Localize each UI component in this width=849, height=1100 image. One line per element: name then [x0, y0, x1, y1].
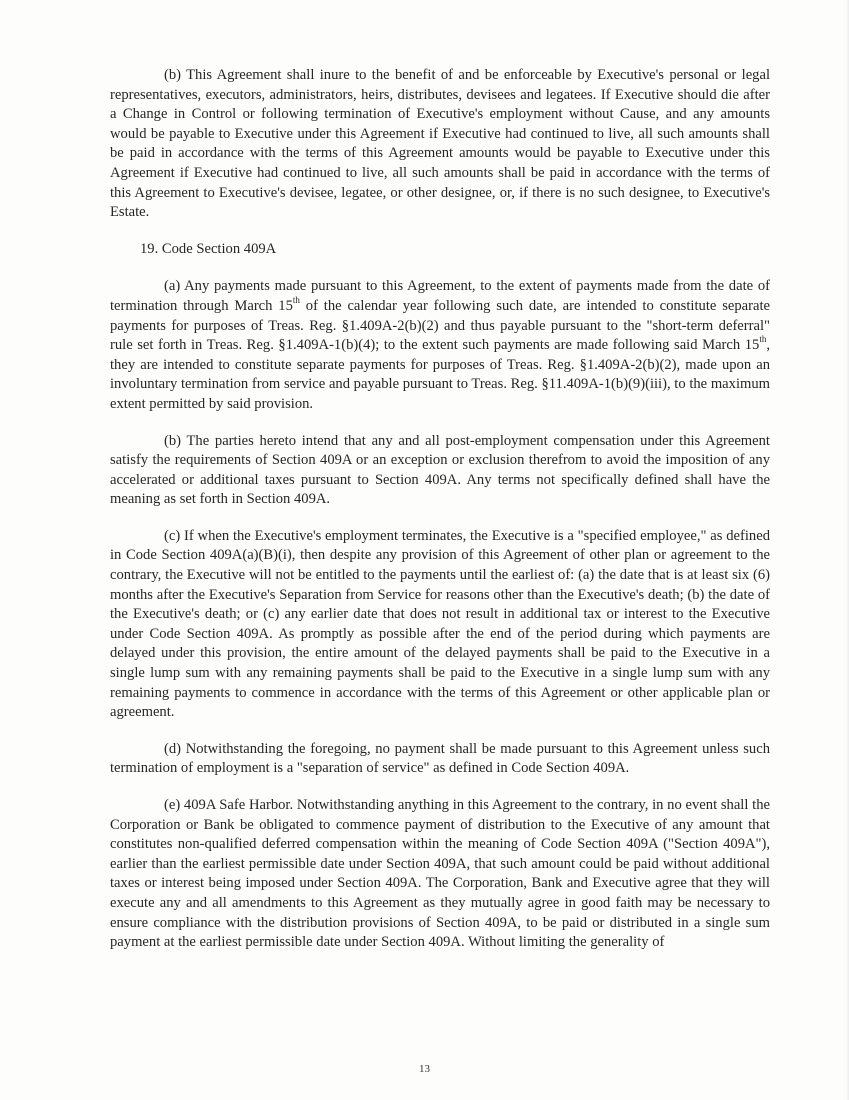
paragraph-19d: (d) Notwithstanding the foregoing, no payment shall be made pursuant to this Agreement unless such termination of employment is a "separation of service" as defined in Code Section 409A.	[110, 740, 770, 777]
paragraph-19a-text-3: , they are intended to constitute separate payments for purposes of Treas. Reg. §1.409A-2(b)(2), made upon an involuntary termination from service and payable pursuant to Treas. Reg. §11.409A-1(b)(9)(iii), to the maximum extent permitted by said provision.	[110, 337, 770, 412]
superscript-th-2: th	[759, 334, 767, 345]
superscript-th-1: th	[292, 295, 300, 306]
paragraph-19c: (c) If when the Executive's employment terminates, the Executive is a "specified employee," as defined in Code Section 409A(a)(B)(i), then despite any provision of this Agreement of other plan or agreement to the contrary, the Executive will not be entitled to the payments until the earliest of: (a) the date that is at least six (6) months after the Executive's Separation from Service for reasons other than the Executive's death; (b) the date of the Executive's death; or (c) any earlier date that does not result in additional tax or interest to the Executive under Code Section 409A. As promptly as possible after the end of the period during which payments are delayed under this provision, the entire amount of the delayed payments shall be paid to the Executive in a single lump sum with any remaining payments shall be paid to the Executive in a single lump sum with any remaining payments to commence in accordance with the terms of this Agreement or other applicable plan or agreement.	[110, 527, 770, 721]
paragraph-18b: (b) This Agreement shall inure to the benefit of and be enforceable by Executive's personal or legal representatives, executors, administrators, heirs, distributes, devisees and legatees. If Executive should die after a Change in Control or following termination of Executive's employment without Cause, and any amounts would be payable to Executive under this Agreement if Executive had continued to live, all such amounts shall be paid in accordance with the terms of this Agreement amounts would be payable to Executive under this Agreement if Executive had continued to live, all such amounts shall be paid in accordance with the terms of this Agreement to Executive's devisee, legatee, or other designee, or, if there is no such designee, to Executive's Estate.	[110, 67, 770, 221]
document-body	[110, 66, 770, 970]
paragraph-19e: (e) 409A Safe Harbor. Notwithstanding anything in this Agreement to the contrary, in no event shall the Corporation or Bank be obligated to commence payment of distribution to the Executive of any amount that constitutes non-qualified deferred compensation within the meaning of Code Section 409A ("Section 409A"), earlier than the earliest permissible date under Section 409A, that such amount could be paid without additional taxes or interest being imposed under Section 409A. The Corporation, Bank and Executive agree that they will execute any and all amendments to this Agreement as they mutually agree in good faith may be necessary to ensure compliance with the distribution provisions of Section 409A, to be paid or distributed in a single sum payment at the earliest permissible date under Section 409A. Without limiting the generality of	[110, 797, 770, 951]
section-heading: 19. Code Section 409A	[140, 240, 277, 257]
paragraph-19a	[110, 277, 770, 414]
page-number: 13	[419, 1063, 430, 1075]
paragraph-19a-text-2: of the calendar year following such date, are intended to constitute separate payments for purposes of Treas. Reg. §1.409A-2(b)(2) and thus payable pursuant to the "short-term deferral" rule set forth in Treas. Reg. §1.409A-1(b)(4); to the extent such payments are made following said March 15	[110, 297, 770, 354]
paragraph-19a-text-1: (a) Any payments made pursuant to this Agreement, to the extent of payments made from the date of termination through March 15	[110, 278, 770, 314]
paragraph-19b: (b) The parties hereto intend that any and all post-employment compensation under this Agreement satisfy the requirements of Section 409A or an exception or exclusion therefrom to avoid the imposition of any accelerated or additional taxes pursuant to Section 409A. Any terms not specifically defined shall have the meaning as set forth in Section 409A.	[110, 432, 770, 508]
